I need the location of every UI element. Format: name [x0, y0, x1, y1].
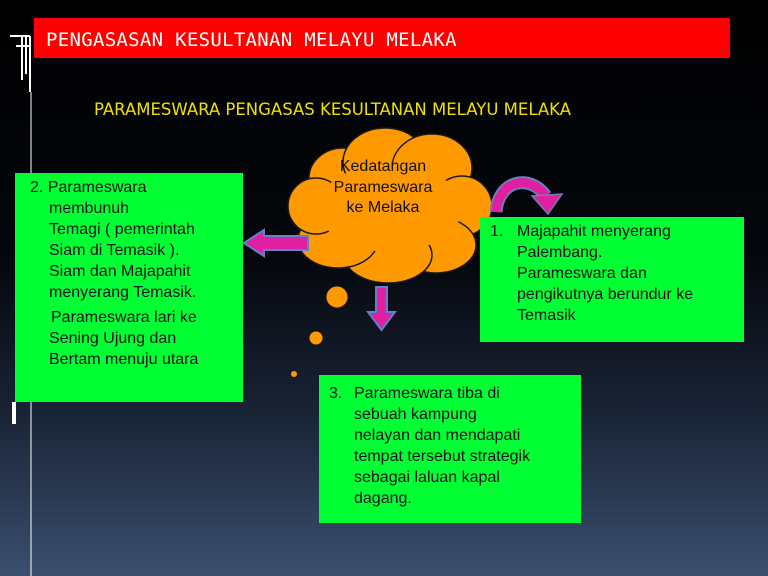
- box2-line: Parameswara lari ke: [51, 309, 197, 326]
- cloud-line: Parameswara: [333, 178, 433, 196]
- box1-line: Temasik: [517, 307, 576, 324]
- box3-line: sebuah kampung: [354, 406, 477, 423]
- cloud-text: [318, 157, 448, 219]
- box2-line: Siam di Temasik ).: [49, 242, 180, 259]
- box2-line: Siam dan Majapahit: [49, 263, 191, 280]
- box1-line: Parameswara dan: [517, 265, 647, 282]
- slide-title: PENGASASAN KESULTANAN MELAYU MELAKA: [46, 29, 457, 51]
- arrow-down: [368, 287, 395, 330]
- left-edge-dash: [12, 402, 16, 424]
- thought-bubble-small: [291, 371, 297, 377]
- event-box-3: [319, 375, 581, 523]
- box3-line: tempat tersebut strategik: [354, 448, 531, 465]
- box3-line: Parameswara tiba di: [354, 385, 500, 402]
- box2-line: menyerang Temasik.: [49, 284, 197, 301]
- box1-number: 1.: [490, 223, 504, 240]
- title-accent-lines: [10, 36, 30, 92]
- thought-bubble-medium: [309, 331, 323, 345]
- cloud-line: ke Melaka: [346, 199, 420, 216]
- box1-line: Palembang.: [517, 244, 603, 261]
- box2-line: Sening Ujung dan: [49, 330, 177, 347]
- box3-number: 3.: [329, 385, 343, 402]
- curved-arrow: [496, 183, 562, 214]
- box2-line: Temagi ( pemerintah: [49, 221, 195, 238]
- box3-line: nelayan dan mendapati: [354, 427, 521, 444]
- event-box-2: [15, 173, 243, 402]
- cloud-line: Kedatangan: [339, 158, 427, 175]
- event-box-1: [480, 217, 744, 342]
- box1-line: pengikutnya berundur ke: [517, 286, 694, 303]
- box1-line: Majapahit menyerang: [517, 223, 671, 240]
- thought-bubble-large: [326, 286, 348, 308]
- box3-line: dagang.: [354, 490, 412, 507]
- box3-line: sebagai laluan kapal: [354, 469, 500, 486]
- box2-line: membunuh: [49, 200, 130, 217]
- box2-line: Bertam menuju utara: [49, 351, 199, 368]
- box2-line: 2. Parameswara: [30, 179, 147, 196]
- slide-subtitle: PARAMESWARA PENGASAS KESULTANAN MELAYU MELAKA: [94, 100, 572, 119]
